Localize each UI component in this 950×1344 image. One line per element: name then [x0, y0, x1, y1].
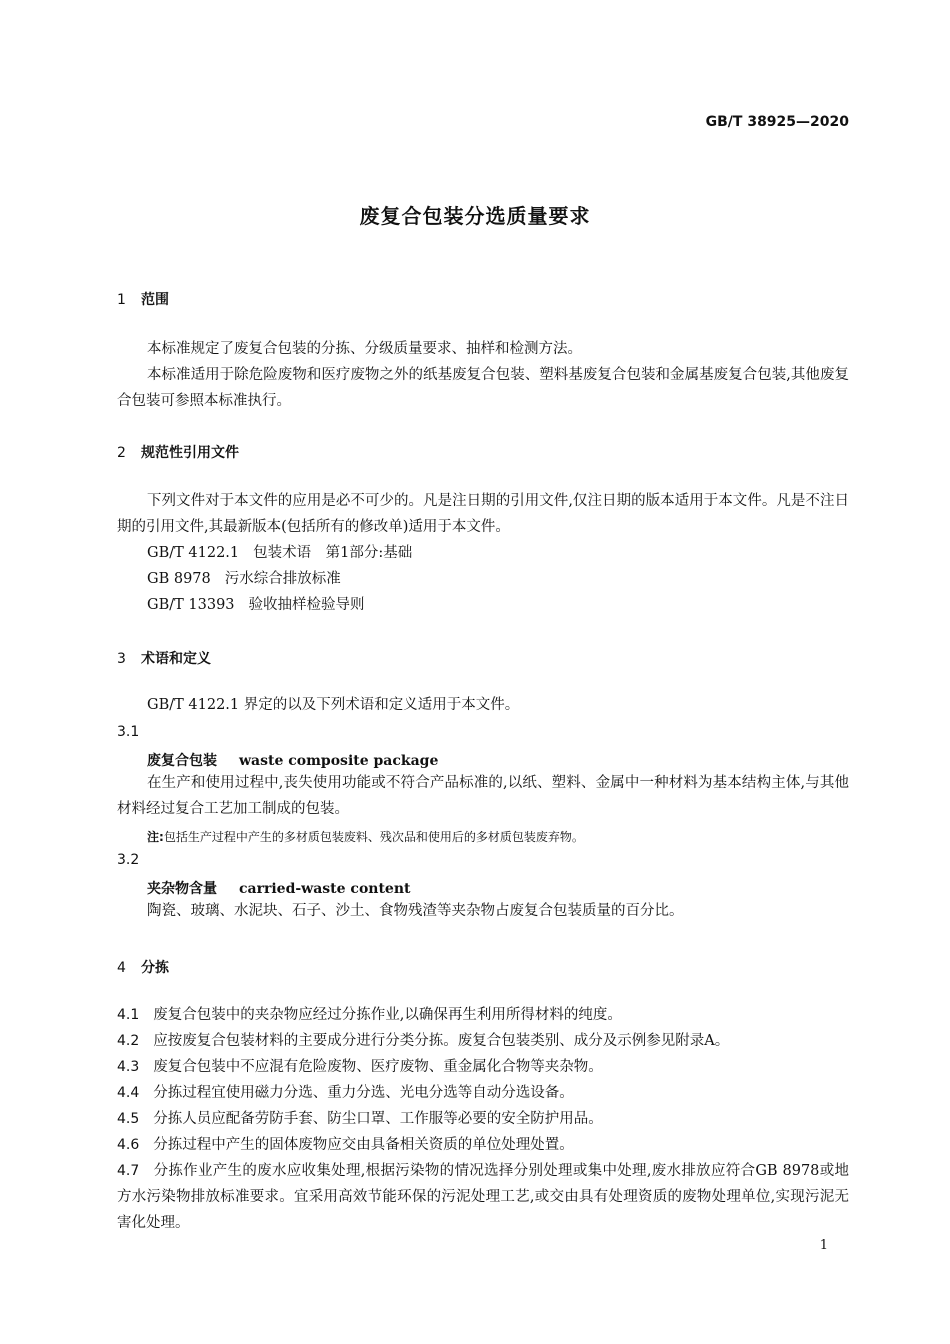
- section-number: 2: [117, 445, 126, 461]
- reference-title: 验收抽样检验导则: [248, 597, 365, 613]
- section-3-paragraph-1: GB/T 4122.1 界定的以及下列术语和定义适用于本文件。: [147, 697, 520, 713]
- term-3-1: [147, 750, 438, 770]
- term-english: waste composite package: [239, 753, 439, 769]
- section-1-heading: [117, 289, 169, 309]
- clause-4-7: [117, 1158, 849, 1236]
- section-3-heading: [117, 648, 211, 668]
- section-2-paragraph-1: 下列文件对于本文件的应用是必不可少的。凡是注日期的引用文件,仅注日期的版本适用于本文件。凡是不注日期的引用文件,其最新版本(包括所有的修改单)适用于本文件。: [117, 493, 849, 535]
- reference-title: 包装术语 第1部分:基础: [253, 545, 413, 561]
- section-title: 术语和定义: [141, 651, 211, 667]
- term-chinese: 夹杂物含量: [147, 881, 217, 897]
- section-4-heading: [117, 957, 169, 977]
- clause-text: 废复合包装中不应混有危险废物、医疗废物、重金属化合物等夹杂物。: [153, 1059, 603, 1075]
- clause-text: 应按废复合包装材料的主要成分进行分类分拣。废复合包装类别、成分及示例参见附录A。: [153, 1033, 730, 1049]
- section-number: 3: [117, 651, 126, 667]
- clause-4-5: [117, 1106, 849, 1132]
- reference-item: [147, 540, 412, 566]
- reference-code: GB 8978: [147, 571, 211, 587]
- clause-text: 废复合包装中的夹杂物应经过分拣作业,以确保再生利用所得材料的纯度。: [153, 1007, 622, 1023]
- clause-number: 4.3: [117, 1059, 140, 1075]
- note-text: 包括生产过程中产生的多材质包装废料、残次品和使用后的多材质包装废弃物。: [163, 830, 584, 844]
- clause-number: 4.7: [117, 1163, 140, 1179]
- reference-code: GB/T 13393: [147, 597, 235, 613]
- term-3-2-definition: 陶瓷、玻璃、水泥块、石子、沙土、食物残渣等夹杂物占废复合包装质量的百分比。: [147, 903, 684, 919]
- clause-4-2: [117, 1028, 849, 1054]
- reference-title: 污水综合排放标准: [224, 571, 341, 587]
- clause-4-4: [117, 1080, 849, 1106]
- reference-item: [147, 566, 341, 592]
- clause-number: 4.1: [117, 1007, 140, 1023]
- clause-4-3: [117, 1054, 849, 1080]
- section-2-heading: [117, 442, 239, 462]
- clause-text: 分拣作业产生的废水应收集处理,根据污染物的情况选择分别处理或集中处理,废水排放应符合GB 8978或地方水污染物排放标准要求。宜采用高效节能环保的污泥处理工艺,或交由具有处理资质的废物处理单位,实现污泥无害化处理。: [117, 1163, 849, 1231]
- section-title: 分拣: [141, 960, 169, 976]
- clause-number: 4.6: [117, 1137, 140, 1153]
- clause-number: 4.4: [117, 1085, 140, 1101]
- section-number: 1: [117, 292, 126, 308]
- clause-number: 4.2: [117, 1033, 140, 1049]
- clause-4-6: [117, 1132, 849, 1158]
- clause-text: 分拣过程宜使用磁力分选、重力分选、光电分选等自动分选设备。: [153, 1085, 574, 1101]
- term-3-2: [147, 878, 411, 898]
- section-1-paragraph-1: 本标准规定了废复合包装的分拣、分级质量要求、抽样和检测方法。: [147, 341, 582, 357]
- clause-text: 分拣人员应配备劳防手套、防尘口罩、工作服等必要的安全防护用品。: [153, 1111, 603, 1127]
- section-number: 4: [117, 960, 126, 976]
- section-title: 范围: [141, 292, 169, 308]
- term-3-1-definition: 在生产和使用过程中,丧失使用功能或不符合产品标准的,以纸、塑料、金属中一种材料为基本结构主体,与其他材料经过复合工艺加工制成的包装。: [117, 775, 849, 817]
- section-1-paragraph-2: 本标准适用于除危险废物和医疗废物之外的纸基废复合包装、塑料基废复合包装和金属基废复合包装,其他废复合包装可参照本标准执行。: [117, 367, 849, 409]
- note-label: 注:: [147, 830, 164, 844]
- reference-code: GB/T 4122.1: [147, 545, 240, 561]
- clause-number: 4.5: [117, 1111, 140, 1127]
- clause-4-1: [117, 1002, 849, 1028]
- clause-text: 分拣过程中产生的固体废物应交由具备相关资质的单位处理处置。: [153, 1137, 574, 1153]
- reference-item: [147, 592, 365, 618]
- page-number: 1: [819, 1238, 828, 1253]
- term-chinese: 废复合包装: [147, 753, 217, 769]
- standard-number: GB/T 38925—2020: [705, 114, 849, 130]
- term-3-1-note: [147, 828, 584, 845]
- document-title: 废复合包装分选质量要求: [359, 204, 591, 228]
- section-title: 规范性引用文件: [141, 445, 239, 461]
- term-3-1-number: 3.1: [117, 724, 140, 740]
- term-3-2-number: 3.2: [117, 852, 140, 868]
- term-english: carried-waste content: [239, 881, 411, 897]
